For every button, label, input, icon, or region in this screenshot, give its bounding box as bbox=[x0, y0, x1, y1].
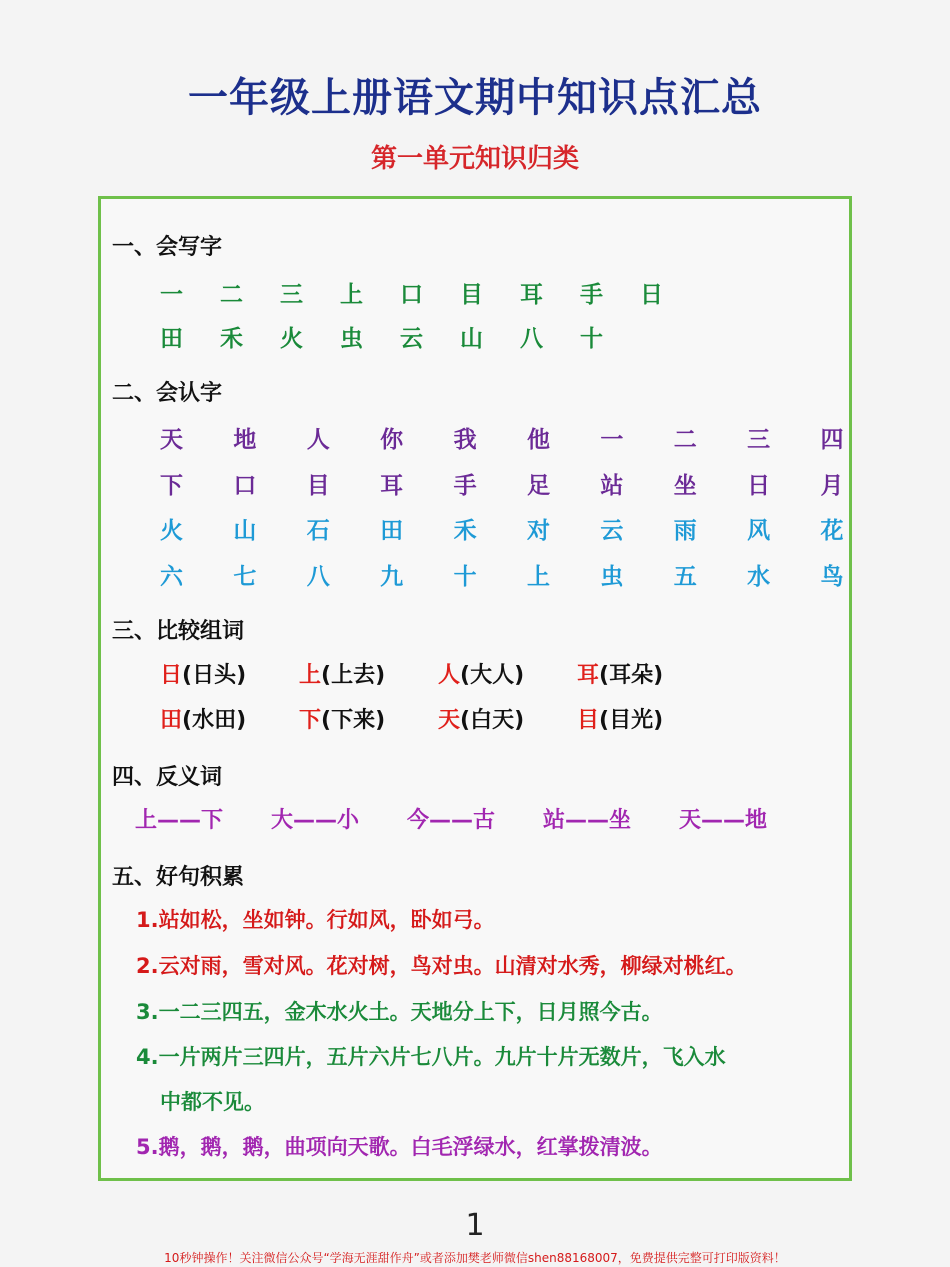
char: 天 bbox=[160, 427, 183, 453]
char: 鸟 bbox=[820, 564, 844, 590]
compare-char: 日 bbox=[160, 663, 183, 688]
char: 目 bbox=[460, 282, 483, 308]
char: 五 bbox=[673, 564, 697, 590]
char: 耳 bbox=[520, 282, 543, 308]
char: 上 bbox=[340, 282, 363, 308]
char: 三 bbox=[280, 282, 303, 308]
recognize-row-2 bbox=[160, 467, 894, 500]
compare-word: (目光) bbox=[599, 708, 664, 733]
char: 八 bbox=[520, 326, 543, 352]
section-heading-sentences: 五、好句积累 bbox=[112, 865, 245, 890]
char: 风 bbox=[747, 518, 771, 544]
char: 耳 bbox=[380, 473, 404, 499]
char: 火 bbox=[160, 518, 183, 544]
char: 二 bbox=[673, 427, 697, 453]
compare-item bbox=[438, 658, 577, 689]
compare-word: (下来) bbox=[321, 708, 386, 733]
page-number: 1 bbox=[465, 1208, 485, 1243]
compare-char: 下 bbox=[299, 708, 322, 733]
page-title: 一年级上册语文期中知识点汇总 bbox=[188, 75, 762, 121]
char: 地 bbox=[233, 427, 257, 453]
char: 云 bbox=[400, 326, 423, 352]
char: 手 bbox=[453, 473, 477, 499]
compare-word: (日头) bbox=[182, 663, 247, 688]
char: 三 bbox=[747, 427, 771, 453]
sentence-4-continued: 中都不见。 bbox=[160, 1090, 265, 1114]
footer-notice: 10秒钟操作！关注微信公众号“学海无涯甜作舟”或者添加樊老师微信shen88168007，免费提供完整可打印版资料！ bbox=[164, 1251, 786, 1265]
char: 他 bbox=[526, 427, 550, 453]
antonym-list bbox=[135, 803, 815, 834]
compare-item bbox=[577, 658, 716, 689]
section-heading-write: 一、会写字 bbox=[112, 235, 223, 260]
compare-char: 上 bbox=[299, 663, 322, 688]
compare-char: 天 bbox=[438, 708, 461, 733]
char: 下 bbox=[160, 473, 183, 499]
char: 四 bbox=[820, 427, 844, 453]
char: 坐 bbox=[673, 473, 697, 499]
compare-char: 人 bbox=[438, 663, 461, 688]
char: 田 bbox=[380, 518, 404, 544]
compare-item bbox=[577, 703, 716, 734]
char: 十 bbox=[580, 326, 603, 352]
compare-item bbox=[299, 658, 438, 689]
compare-word: (水田) bbox=[182, 708, 247, 733]
char: 二 bbox=[220, 282, 243, 308]
char: 六 bbox=[160, 564, 183, 590]
compare-row-1 bbox=[160, 658, 716, 689]
sentence-2: 2.云对雨，雪对风。花对树，鸟对虫。山清对水秀，柳绿对桃红。 bbox=[136, 954, 747, 978]
char: 七 bbox=[233, 564, 257, 590]
char: 雨 bbox=[673, 518, 697, 544]
char: 禾 bbox=[220, 326, 243, 352]
recognize-row-4 bbox=[160, 558, 894, 591]
sentence-3: 3.一二三四五，金木水火土。天地分上下，日月照今古。 bbox=[136, 1000, 663, 1024]
char: 禾 bbox=[453, 518, 477, 544]
char: 口 bbox=[233, 473, 257, 499]
char: 手 bbox=[580, 282, 603, 308]
compare-item bbox=[299, 703, 438, 734]
section-heading-recognize: 二、会认字 bbox=[112, 381, 223, 406]
antonym-pair: 大——小 bbox=[271, 808, 360, 833]
char: 十 bbox=[453, 564, 477, 590]
page-subtitle: 第一单元知识归类 bbox=[370, 144, 579, 174]
antonym-pair: 今——古 bbox=[407, 808, 496, 833]
compare-word: (大人) bbox=[460, 663, 525, 688]
char: 目 bbox=[306, 473, 330, 499]
compare-word: (上去) bbox=[321, 663, 386, 688]
compare-item bbox=[160, 703, 299, 734]
char: 花 bbox=[820, 518, 844, 544]
recognize-row-3 bbox=[160, 512, 894, 545]
char: 我 bbox=[453, 427, 477, 453]
char: 对 bbox=[526, 518, 550, 544]
char: 田 bbox=[160, 326, 183, 352]
sentence-1: 1.站如松，坐如钟。行如风，卧如弓。 bbox=[136, 908, 495, 932]
char: 八 bbox=[306, 564, 330, 590]
compare-row-2 bbox=[160, 703, 716, 734]
compare-char: 田 bbox=[160, 708, 183, 733]
char: 你 bbox=[380, 427, 404, 453]
recognize-row-1 bbox=[160, 421, 894, 454]
char: 上 bbox=[526, 564, 550, 590]
char: 虫 bbox=[600, 564, 624, 590]
antonym-pair: 上——下 bbox=[135, 808, 224, 833]
compare-item bbox=[160, 658, 299, 689]
char: 口 bbox=[400, 282, 423, 308]
write-row-1 bbox=[160, 276, 700, 309]
char: 火 bbox=[280, 326, 303, 352]
char: 日 bbox=[747, 473, 771, 499]
char: 九 bbox=[380, 564, 404, 590]
char: 虫 bbox=[340, 326, 363, 352]
char: 一 bbox=[600, 427, 624, 453]
section-heading-antonyms: 四、反义词 bbox=[112, 765, 223, 790]
char: 站 bbox=[600, 473, 624, 499]
sentence-4: 4.一片两片三四片，五片六片七八片。九片十片无数片，飞入水 bbox=[136, 1045, 726, 1069]
char: 山 bbox=[460, 326, 483, 352]
char: 石 bbox=[306, 518, 330, 544]
compare-word: (耳朵) bbox=[599, 663, 664, 688]
section-heading-compare: 三、比较组词 bbox=[112, 619, 245, 644]
char: 月 bbox=[820, 473, 844, 499]
antonym-pair: 天——地 bbox=[679, 808, 768, 833]
char: 云 bbox=[600, 518, 624, 544]
char: 足 bbox=[526, 473, 550, 499]
char: 山 bbox=[233, 518, 257, 544]
char: 水 bbox=[747, 564, 771, 590]
char: 一 bbox=[160, 282, 183, 308]
antonym-pair: 站——坐 bbox=[543, 808, 632, 833]
char: 人 bbox=[306, 427, 330, 453]
char: 日 bbox=[640, 282, 663, 308]
compare-item bbox=[438, 703, 577, 734]
compare-char: 耳 bbox=[577, 663, 600, 688]
sentence-5: 5.鹅，鹅，鹅，曲项向天歌。白毛浮绿水，红掌拨清波。 bbox=[136, 1135, 663, 1159]
compare-char: 目 bbox=[577, 708, 600, 733]
compare-word: (白天) bbox=[460, 708, 525, 733]
write-row-2 bbox=[160, 320, 640, 353]
